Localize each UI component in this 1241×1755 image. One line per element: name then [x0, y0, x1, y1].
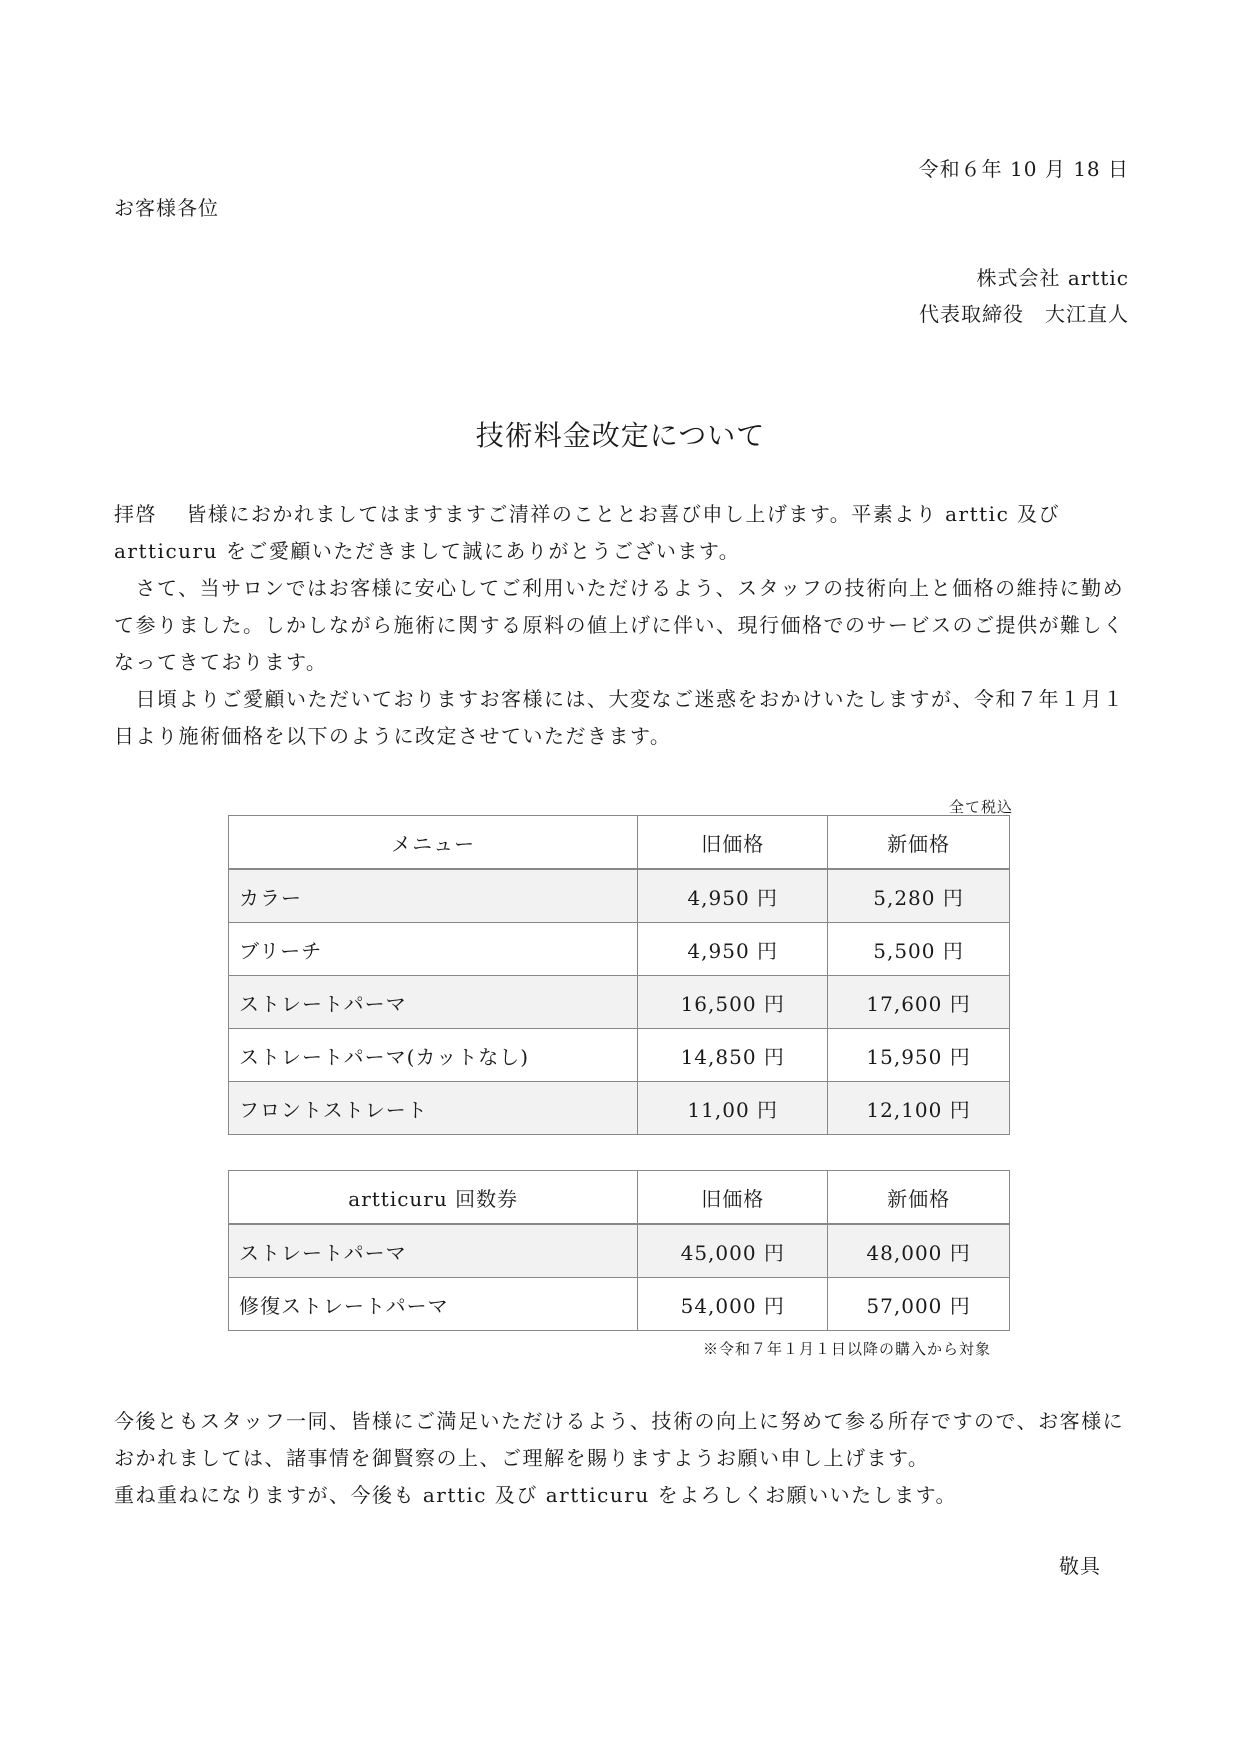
old-price: 45,000 円: [638, 1224, 828, 1278]
new-price: 5,280 円: [828, 869, 1010, 923]
new-price: 57,000 円: [828, 1278, 1010, 1331]
company-name: 株式会社 arttic: [976, 266, 1129, 290]
old-price: 16,500 円: [638, 976, 828, 1029]
table-row: [229, 1029, 1010, 1082]
closing-line-1: 今後ともスタッフ一同、皆様にご満足いただけるよう、技術の向上に努めて参る所存ですので、お客様におかれましては、諸事情を御賢察の上、ご理解を賜りますようお願い申し上げます。: [114, 1409, 1125, 1470]
menu-name: カラー: [229, 869, 638, 923]
ticket-name: ストレートパーマ: [229, 1224, 638, 1278]
ticket-column-header: artticuru 回数券: [229, 1171, 638, 1225]
new-price: 15,950 円: [828, 1029, 1010, 1082]
sign-off: 敬具: [1059, 1554, 1101, 1578]
old-price: 14,850 円: [638, 1029, 828, 1082]
new-price-column-header: 新価格: [828, 1171, 1010, 1225]
ticket-name: 修復ストレートパーマ: [229, 1278, 638, 1331]
new-price: 12,100 円: [828, 1082, 1010, 1135]
menu-name: フロントストレート: [229, 1082, 638, 1135]
old-price: 4,950 円: [638, 923, 828, 976]
menu-column-header: メニュー: [229, 816, 638, 870]
table-row: [229, 923, 1010, 976]
menu-name: ストレートパーマ: [229, 976, 638, 1029]
menu-price-table: [228, 815, 1010, 1135]
table-header-row: [229, 816, 1010, 870]
paragraph-3: 日頃よりご愛顧いただいておりますお客様には、大変なご迷惑をおかけいたしますが、令和７年１月１日より施術価格を以下のように改定させていただきます。: [114, 687, 1125, 748]
representative-name: 代表取締役 大江直人: [919, 302, 1129, 326]
document-date: 令和６年 10 月 18 日: [918, 157, 1129, 181]
old-price: 4,950 円: [638, 869, 828, 923]
tax-note: 全て税込: [948, 798, 1013, 816]
new-price: 48,000 円: [828, 1224, 1010, 1278]
closing-line-2: 重ね重ねになりますが、今後も arttic 及び artticuru をよろしくお願いいたします。: [114, 1483, 957, 1507]
new-price-column-header: 新価格: [828, 816, 1010, 870]
paragraph-2: さて、当サロンではお客様に安心してご利用いただけるよう、スタッフの技術向上と価格の維持に勤めて参りました。しかしながら施術に関する原料の値上げに伴い、現行価格でのサービスのご提供が難しくなってきております。: [114, 576, 1125, 674]
table-row: [229, 1224, 1010, 1278]
old-price: 54,000 円: [638, 1278, 828, 1331]
old-price-column-header: 旧価格: [638, 1171, 828, 1225]
old-price: 11,00 円: [638, 1082, 828, 1135]
closing-text: [114, 1403, 1129, 1514]
table-row: [229, 1278, 1010, 1331]
table-row: [229, 1082, 1010, 1135]
ticket-note: ※令和７年１月１日以降の購入から対象: [702, 1340, 991, 1358]
page-title: 技術料金改定について: [475, 419, 766, 452]
table-row: [229, 869, 1010, 923]
old-price-column-header: 旧価格: [638, 816, 828, 870]
menu-name: ブリーチ: [229, 923, 638, 976]
sender-block: [919, 260, 1129, 332]
recipient-line: お客様各位: [114, 196, 219, 220]
new-price: 5,500 円: [828, 923, 1010, 976]
table-row: [229, 976, 1010, 1029]
menu-name: ストレートパーマ(カットなし): [229, 1029, 638, 1082]
ticket-price-table: [228, 1170, 1010, 1331]
paragraph-1-line-2: artticuru をご愛顧いただきまして誠にありがとうございます。: [114, 539, 741, 563]
new-price: 17,600 円: [828, 976, 1010, 1029]
table-header-row: [229, 1171, 1010, 1225]
body-text: [114, 496, 1129, 755]
paragraph-1-line-1: 拝啓 皆様におかれましてはますますご清祥のこととお喜び申し上げます。平素より arttic 及び: [114, 502, 1061, 526]
